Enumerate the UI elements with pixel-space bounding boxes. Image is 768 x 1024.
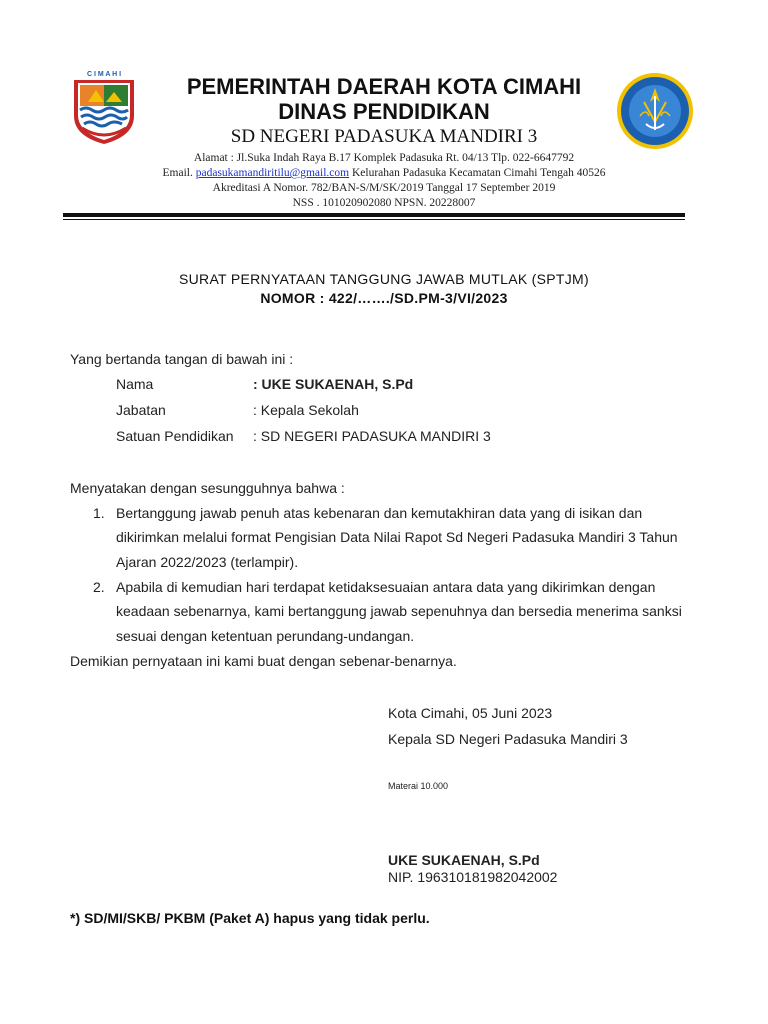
identity-label-unit: Satuan Pendidikan xyxy=(116,428,234,444)
statement-2-number: 2. xyxy=(93,579,105,595)
svg-text:C I M A H I: C I M A H I xyxy=(86,71,122,78)
signer-name: UKE SUKAENAH, S.Pd xyxy=(388,852,540,868)
identity-label-name: Nama xyxy=(116,376,154,392)
place-date: Kota Cimahi, 05 Juni 2023 xyxy=(388,705,553,721)
identity-label-position: Jabatan xyxy=(116,402,166,418)
statement-1-line-2: dikirimkan melalui format Pengisian Data Nilai Rapot Sd Negeri Padasuka Mandiri 3 Tahun xyxy=(116,529,678,545)
stamp-duty-placeholder: Materai 10.000 xyxy=(388,781,449,791)
government-title: PEMERINTAH DAERAH KOTA CIMAHI xyxy=(186,74,582,99)
signer-nip: NIP. 196310181982042002 xyxy=(388,869,558,885)
signer-position: Kepala SD Negeri Padasuka Mandiri 3 xyxy=(388,731,628,747)
department-title: DINAS PENDIDIKAN xyxy=(278,99,490,124)
statement-2-line-1: Apabila di kemudian hari terdapat ketidaksesuaian antara data yang dikirimkan dengan xyxy=(116,579,656,595)
document-number: NOMOR : 422/……./SD.PM-3/VI/2023 xyxy=(260,290,508,306)
statement-1-number: 1. xyxy=(93,505,105,521)
header-divider-thick xyxy=(63,213,685,217)
email-line-rest: Kelurahan Padasuka Kecamatan Cimahi Tengah 40526 xyxy=(351,167,606,179)
footnote: *) SD/MI/SKB/ PKBM (Paket A) hapus yang tidak perlu. xyxy=(70,910,430,926)
header-divider-thin xyxy=(63,219,685,220)
identity-value-position: : Kepala Sekolah xyxy=(253,402,359,418)
intro-text: Yang bertanda tangan di bawah ini : xyxy=(70,351,294,367)
document-title: SURAT PERNYATAAN TANGGUNG JAWAB MUTLAK (SPTJM) xyxy=(179,271,589,287)
school-email-line xyxy=(0,166,768,181)
accreditation: Akreditasi A Nomor. 782/BAN-S/M/SK/2019 Tanggal 17 September 2019 xyxy=(212,182,556,194)
statement-2-line-3: sesuai dengan ketentuan perundang-undangan. xyxy=(116,628,415,644)
statement-intro: Menyatakan dengan sesungguhnya bahwa : xyxy=(70,480,345,496)
identity-value-unit: : SD NEGERI PADASUKA MANDIRI 3 xyxy=(253,428,491,444)
statement-1-line-1: Bertanggung jawab penuh atas kebenaran dan kemutakhiran data yang di isikan dan xyxy=(116,505,643,521)
email-link[interactable]: padasukamandiritilu@gmail.com xyxy=(195,167,350,179)
identity-value-name: : UKE SUKAENAH, S.Pd xyxy=(253,376,414,392)
nss-npsn: NSS . 101020902080 NPSN. 20228007 xyxy=(292,197,476,209)
email-label: Email. xyxy=(162,167,193,179)
statement-2-line-2: keadaan sebenarnya, kami bertanggung jawab sepenuhnya dan bersedia menerima sanksi xyxy=(116,603,682,619)
statement-1-line-3: Ajaran 2022/2023 (terlampir). xyxy=(116,554,299,570)
school-name: SD NEGERI PADASUKA MANDIRI 3 xyxy=(230,126,538,147)
school-address: Alamat : Jl.Suka Indah Raya B.17 Komplek Padasuka Rt. 04/13 Tlp. 022-6647792 xyxy=(193,152,575,164)
closing-text: Demikian pernyataan ini kami buat dengan sebenar-benarnya. xyxy=(70,653,457,669)
